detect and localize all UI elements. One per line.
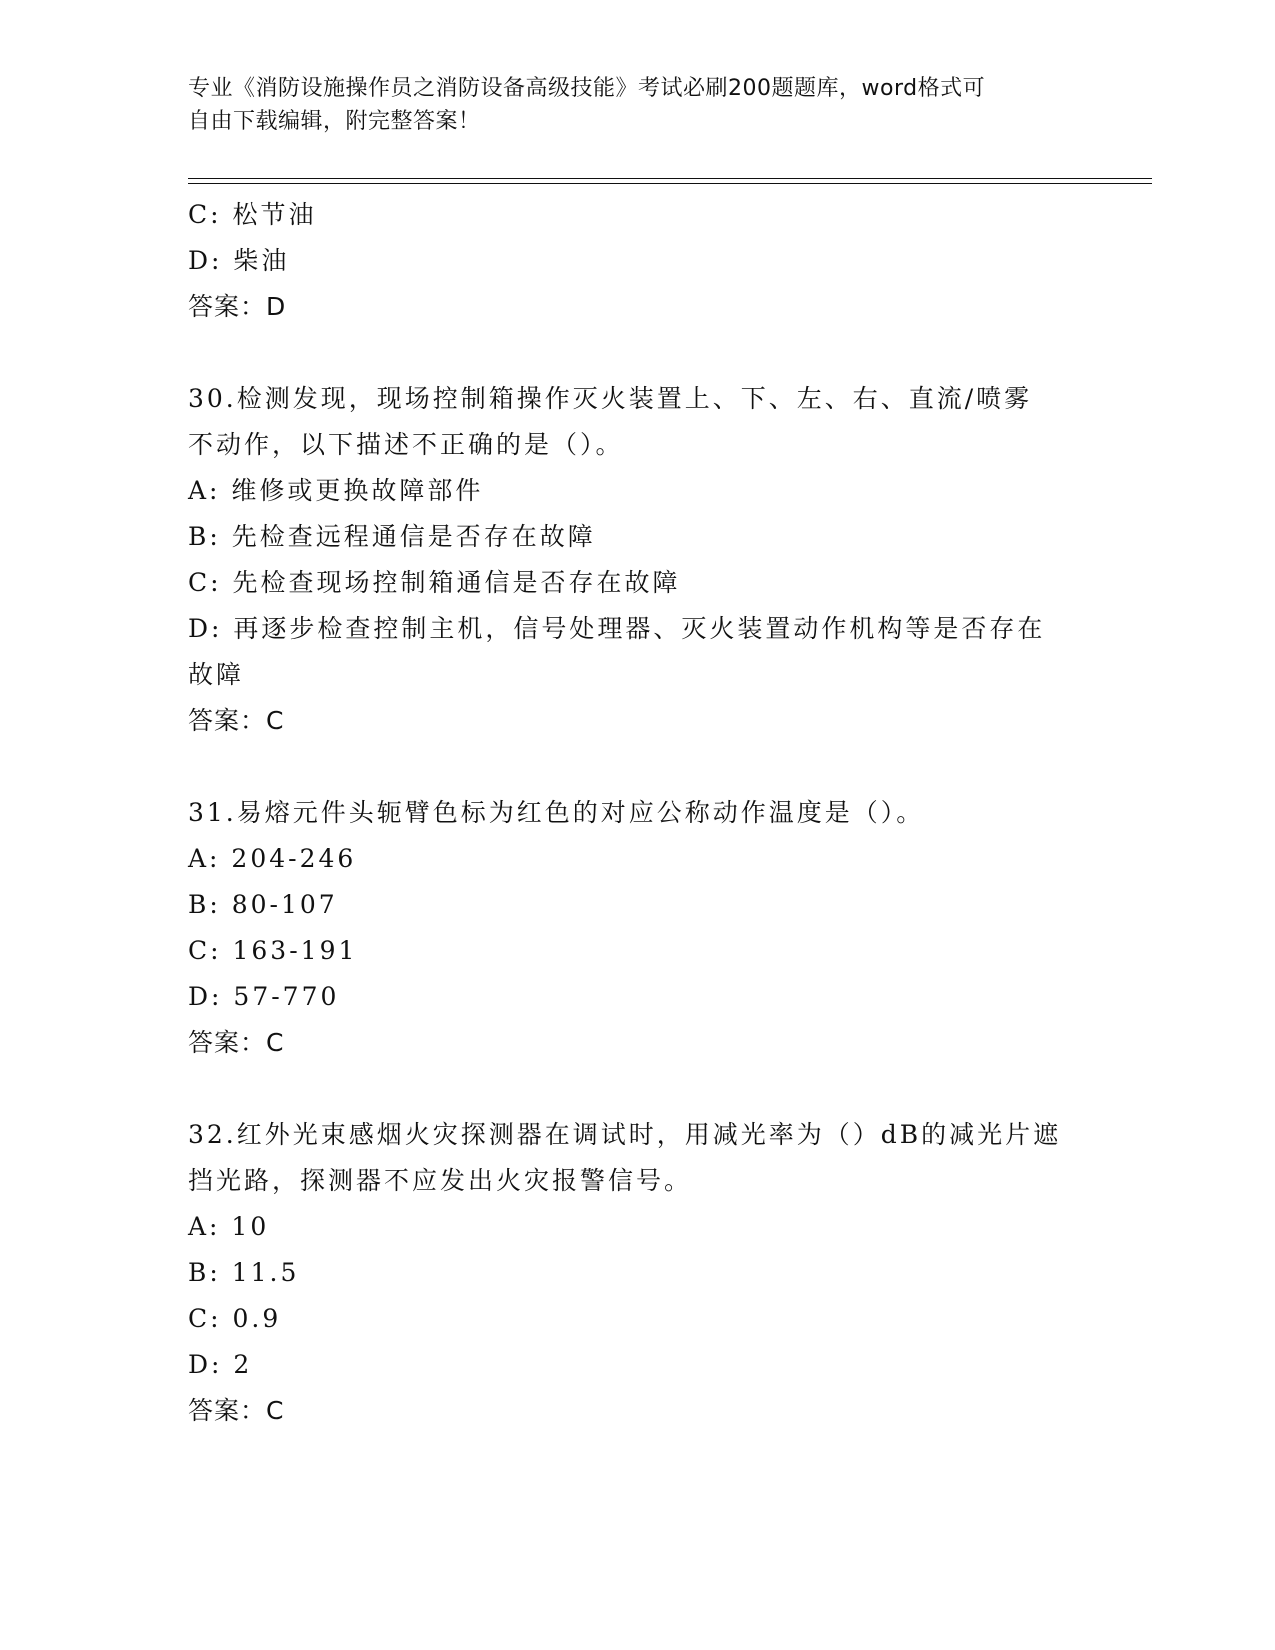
option-d: D: 柴油 bbox=[188, 246, 290, 275]
answer-line: 答案：C bbox=[188, 1028, 285, 1057]
header-rule-bottom bbox=[188, 183, 1152, 184]
option-d-line-1: D: 再逐步检查控制主机，信号处理器、灭火装置动作机构等是否存在 bbox=[188, 614, 1046, 643]
question-text-line-1: 31.易熔元件头轭臂色标为红色的对应公称动作温度是（）。 bbox=[188, 798, 925, 827]
spacer bbox=[188, 1066, 1088, 1112]
question-text-line-2: 挡光路，探测器不应发出火灾报警信号。 bbox=[188, 1166, 693, 1195]
option-a: A: 维修或更换故障部件 bbox=[188, 476, 484, 505]
option-d: D: 57-770 bbox=[188, 982, 340, 1011]
spacer bbox=[188, 330, 1088, 376]
option-a: A: 204-246 bbox=[188, 844, 357, 873]
question-32 bbox=[188, 1112, 1088, 1434]
question-29-tail bbox=[188, 192, 1088, 330]
document-header bbox=[188, 72, 1088, 138]
question-31 bbox=[188, 790, 1088, 1066]
option-d-line-2: 故障 bbox=[188, 660, 245, 689]
answer-line: 答案：D bbox=[188, 292, 287, 321]
option-c: C: 163-191 bbox=[188, 936, 358, 965]
header-rule-top bbox=[188, 178, 1152, 179]
option-c: C: 松节油 bbox=[188, 200, 317, 229]
option-c: C: 先检查现场控制箱通信是否存在故障 bbox=[188, 568, 681, 597]
option-b: B: 先检查远程通信是否存在故障 bbox=[188, 522, 596, 551]
header-line-1: 专业《消防设施操作员之消防设备高级技能》考试必刷200题题库，word格式可 bbox=[188, 76, 986, 101]
question-text-line-1: 32.红外光束感烟火灾探测器在调试时，用减光率为（）dB的减光片遮 bbox=[188, 1120, 1062, 1149]
header-line-2: 自由下载编辑，附完整答案！ bbox=[188, 109, 481, 134]
option-b: B: 11.5 bbox=[188, 1258, 300, 1287]
option-d: D: 2 bbox=[188, 1350, 253, 1379]
answer-line: 答案：C bbox=[188, 1396, 285, 1425]
question-list bbox=[188, 192, 1088, 1434]
option-b: B: 80-107 bbox=[188, 890, 338, 919]
question-text-line-1: 30.检测发现，现场控制箱操作灭火装置上、下、左、右、直流/喷雾 bbox=[188, 384, 1033, 413]
question-30 bbox=[188, 376, 1088, 744]
question-text-line-2: 不动作，以下描述不正确的是（）。 bbox=[188, 430, 624, 459]
option-c: C: 0.9 bbox=[188, 1304, 282, 1333]
answer-line: 答案：C bbox=[188, 706, 285, 735]
option-a: A: 10 bbox=[188, 1212, 270, 1241]
spacer bbox=[188, 744, 1088, 790]
